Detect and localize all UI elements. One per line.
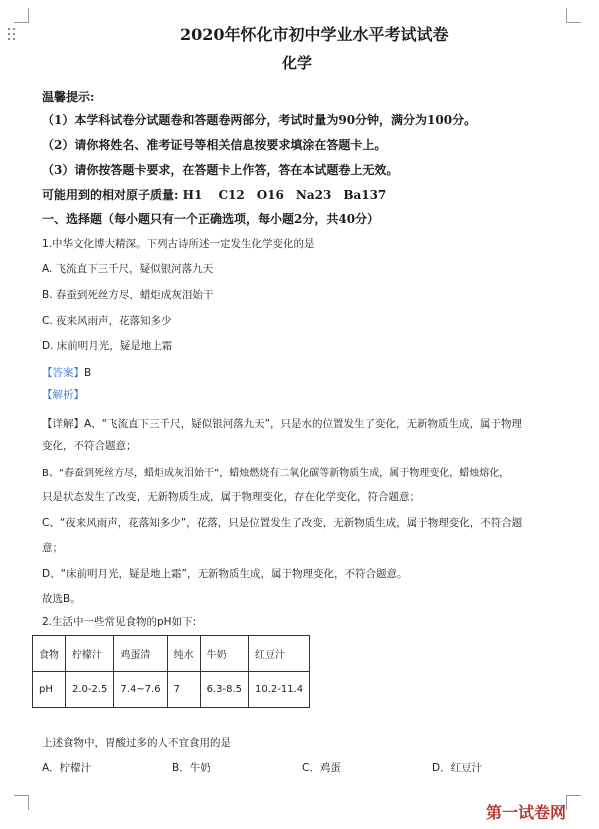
- detail-line-2: 变化，不符合题意；: [42, 440, 137, 452]
- notice-item-3: （3）请你按答题卡要求，在答题卡上作答，答在本试题卷上无效。: [42, 163, 399, 177]
- detail-line-7: D、“床前明月光，疑是地上霜”，无新物质生成，属于物理变化，不符合题意。: [42, 568, 408, 580]
- table-cell: pH: [33, 672, 66, 708]
- detail-line-6: 意；: [42, 542, 63, 554]
- q1-option-d: D. 床前明月光，疑是地上霜: [42, 340, 173, 352]
- q1-option-a: A. 飞流直下三千尺，疑似银河落九天: [42, 263, 214, 275]
- answer-tag: 【答案】: [42, 367, 84, 379]
- table-cell: 7.4~7.6: [114, 672, 167, 708]
- detail-line-8: 故选B。: [42, 593, 81, 605]
- brand-watermark: 第一试卷网: [486, 803, 567, 822]
- detail-text: A、“飞流直下三千尺，疑似银河落九天”，只是水的位置发生了变化，无新物质生成，属于物理: [84, 418, 523, 430]
- section-heading: 一、选择题（每小题只有一个正确选项，每小题2分，共40分）: [42, 212, 380, 226]
- q1-option-c: C. 夜来风雨声，花落知多少: [42, 315, 172, 327]
- table-cell: 2.0-2.5: [66, 672, 114, 708]
- answer-value: B: [84, 367, 92, 379]
- crop-mark-bottom-left: [14, 795, 29, 810]
- ph-table: [32, 635, 310, 708]
- table-cell: 食物: [33, 636, 66, 672]
- page-title: 2020年怀化市初中学业水平考试试卷: [180, 25, 449, 44]
- q1-stem: 1.中华文化博大精深。下列古诗所述一定发生化学变化的是: [42, 238, 315, 250]
- table-cell: 7: [167, 672, 200, 708]
- q2-question: 上述食物中，胃酸过多的人不宜食用的是: [42, 737, 231, 749]
- q2-option-c: C．鸡蛋: [302, 762, 341, 774]
- table-row: [33, 672, 310, 708]
- table-cell: 牛奶: [200, 636, 248, 672]
- crop-mark-top-left: [14, 8, 29, 23]
- detail-tag: 【详解】: [42, 418, 84, 430]
- table-cell: 红豆汁: [249, 636, 310, 672]
- notice-item-2: （2）请你将姓名、准考证号等相关信息按要求填涂在答题卡上。: [42, 138, 387, 152]
- q2-option-d: D．红豆汁: [432, 762, 483, 774]
- table-cell: 纯水: [167, 636, 200, 672]
- q2-option-b: B．牛奶: [172, 762, 211, 774]
- table-cell: 6.3-8.5: [200, 672, 248, 708]
- subject-title: 化学: [282, 54, 313, 72]
- detail-line-4: 只是状态发生了改变，无新物质生成，属于物理变化，存在化学变化，符合题意；: [42, 491, 420, 503]
- detail-line-1: [42, 412, 522, 431]
- drag-handle-icon[interactable]: [8, 28, 18, 42]
- q2-stem: 2.生活中一些常见食物的pH如下:: [42, 616, 197, 628]
- table-row: [33, 636, 310, 672]
- notice-item-1: （1）本学科试卷分试题卷和答题卷两部分，考试时量为90分钟，满分为100分。: [42, 113, 477, 127]
- table-cell: 鸡蛋清: [114, 636, 167, 672]
- detail-line-5: C、“夜来风雨声，花落知多少”，花落，只是位置发生了改变，无新物质生成，属于物理变化，不符合题: [42, 517, 523, 529]
- q1-answer: [42, 361, 91, 380]
- q2-option-a: A．柠檬汁: [42, 762, 92, 774]
- q1-option-b: B. 春蚕到死丝方尽，蜡炬成灰泪始干: [42, 289, 214, 301]
- notice-heading: 温馨提示:: [42, 90, 95, 104]
- analysis-tag: 【解析】: [42, 389, 84, 401]
- table-cell: 10.2-11.4: [249, 672, 310, 708]
- crop-mark-top-right: [566, 8, 581, 23]
- atomic-mass-line: 可能用到的相对原子质量: H1 C12 O16 Na23 Ba137: [42, 188, 387, 202]
- detail-line-3: B、“春蚕到死丝方尽，蜡炬成灰泪始干”，蜡烛燃烧有二氧化碳等新物质生成，属于物理变化，蜡烛熔化，: [42, 468, 510, 479]
- table-cell: 柠檬汁: [66, 636, 114, 672]
- crop-mark-bottom-right: [566, 795, 581, 810]
